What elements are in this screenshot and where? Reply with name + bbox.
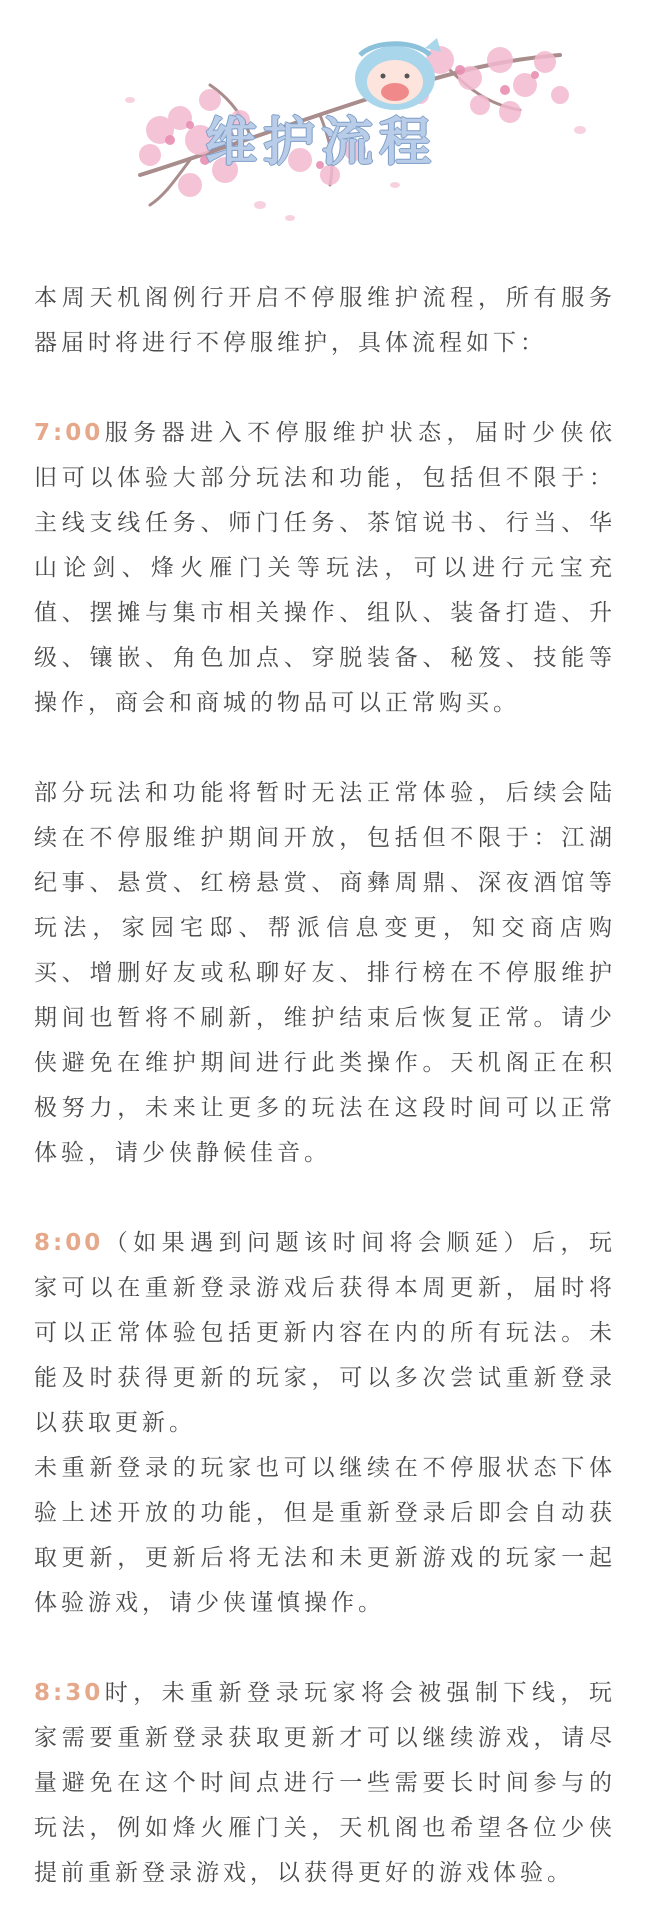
time-label: 8:30	[34, 1680, 104, 1706]
paragraph-8-30	[34, 1671, 616, 1896]
paragraph-gap	[34, 366, 616, 411]
paragraph-gap	[34, 1626, 616, 1671]
paragraph-gap	[34, 726, 616, 771]
intro-paragraph: 本周天机阁例行开启不停服维护流程，所有服务器届时将进行不停服维护，具体流程如下：	[34, 285, 616, 356]
paragraph-gap	[34, 1176, 616, 1221]
page-title: 维护流程	[205, 112, 438, 173]
paragraph-text: （如果遇到问题该时间将会顺延）后，玩家可以在重新登录游戏后获得本周更新，届时将可以正常体验包括更新内容在内的所有玩法。未能及时获得更新的玩家，可以多次尝试重新登录以获取更新。	[34, 1230, 616, 1436]
header-banner	[0, 0, 649, 240]
paragraph-text: 时，未重新登录玩家将会被强制下线，玩家需要重新登录获取更新才可以继续游戏，请尽量避免在这个时间点进行一些需要长时间参与的玩法，例如烽火雁门关，天机阁也希望各位少侠提前重新登录游戏，以获得更好的游戏体验。	[34, 1680, 616, 1886]
paragraph-8-00	[34, 1221, 616, 1446]
paragraph-8-00-continued: 未重新登录的玩家也可以继续在不停服状态下体验上述开放的功能，但是重新登录后即会自动获取更新，更新后将无法和未更新游戏的玩家一起体验游戏，请少侠谨慎操作。	[34, 1455, 616, 1616]
paragraph-7-00	[34, 411, 616, 726]
paragraph-partial: 部分玩法和功能将暂时无法正常体验，后续会陆续在不停服维护期间开放，包括但不限于：江湖纪事、悬赏、红榜悬赏、商彝周鼎、深夜酒馆等玩法，家园宅邸、帮派信息变更，知交商店购买、增删好友或私聊好友、排行榜在不停服维护期间也暂将不刷新，维护结束后恢复正常。请少侠避免在维护期间进行此类操作。天机阁正在积极努力，未来让更多的玩法在这段时间可以正常体验，请少侠静候佳音。	[34, 780, 616, 1166]
time-label: 8:00	[34, 1230, 104, 1256]
time-label: 7:00	[34, 420, 104, 446]
paragraph-text: 服务器进入不停服维护状态，届时少侠依旧可以体验大部分玩法和功能，包括但不限于：主线支线任务、师门任务、茶馆说书、行当、华山论剑、烽火雁门关等玩法，可以进行元宝充值、摆摊与集市相关操作、组队、装备打造、升级、镶嵌、角色加点、穿脱装备、秘笈、技能等操作，商会和商城的物品可以正常购买。	[34, 420, 616, 716]
article-body	[34, 276, 616, 1896]
